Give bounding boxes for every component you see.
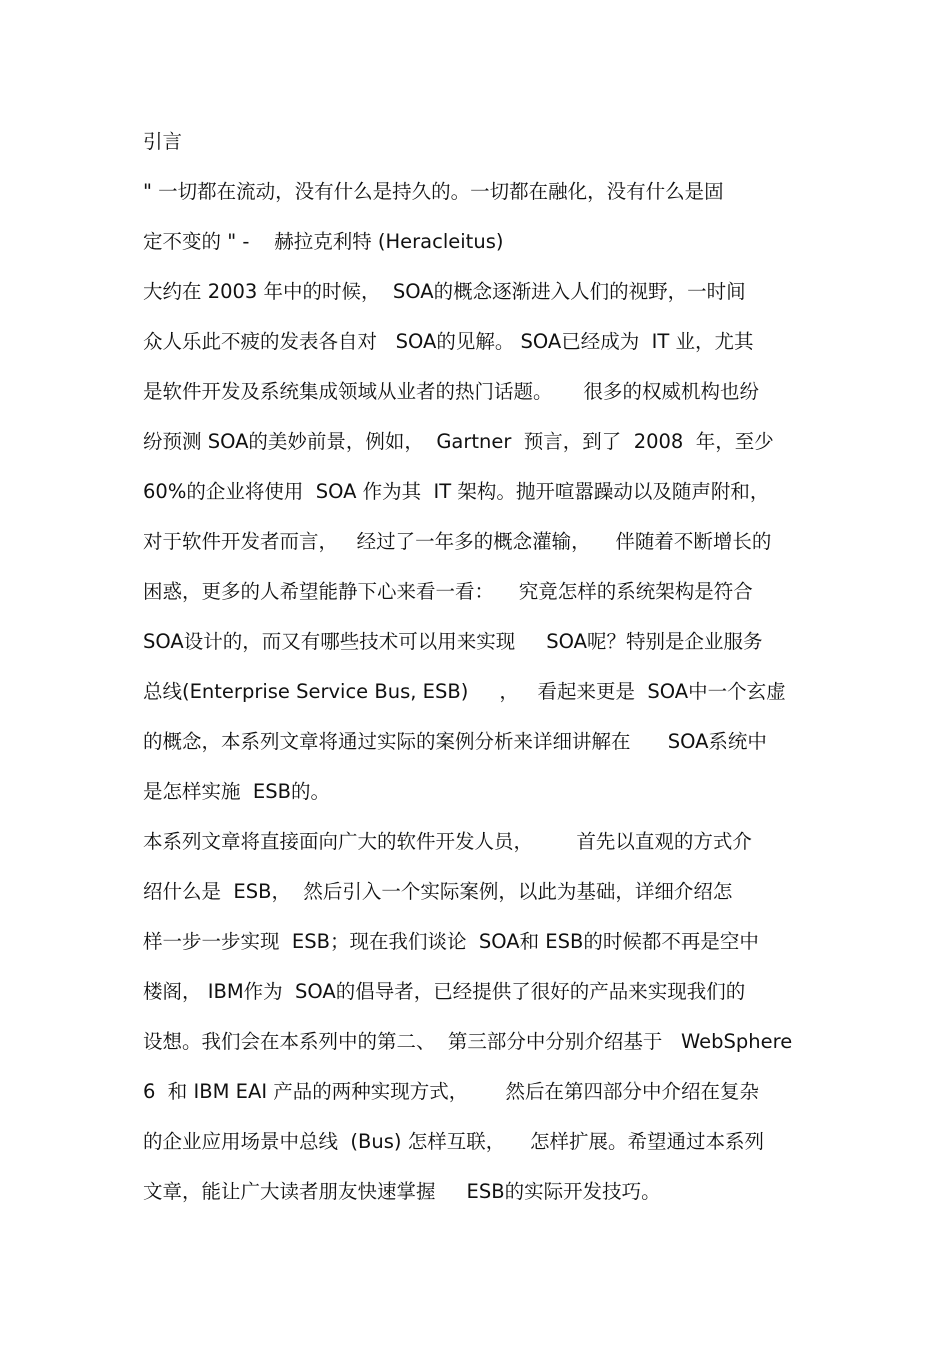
- paragraph-line: 本系列文章将直接面向广大的软件开发人员， 首先以直观的方式介: [143, 830, 752, 853]
- paragraph-line: 楼阁， IBM作为 SOA的倡导者，已经提供了很好的产品来实现我们的: [143, 980, 746, 1003]
- section-heading: 引言: [143, 130, 183, 153]
- paragraph-line: 是怎样实施 ESB的。: [143, 780, 330, 803]
- paragraph-line: 是软件开发及系统集成领域从业者的热门话题。 很多的权威机构也纷: [143, 380, 759, 403]
- paragraph-line: 对于软件开发者而言， 经过了一年多的概念灌输， 伴随着不断增长的: [143, 530, 772, 553]
- paragraph-line: 6 和 IBM EAI 产品的两种实现方式， 然后在第四部分中介绍在复杂: [143, 1080, 759, 1103]
- paragraph-line: 设想。我们会在本系列中的第二、 第三部分中分别介绍基于 WebSphere: [143, 1030, 793, 1053]
- paragraph-line: 绍什么是 ESB， 然后引入一个实际案例，以此为基础，详细介绍怎: [143, 880, 733, 903]
- paragraph-line: 困惑，更多的人希望能静下心来看一看： 究竟怎样的系统架构是符合: [143, 580, 753, 603]
- paragraph-line: 纷预测 SOA的美妙前景，例如， Gartner 预言，到了 2008 年，至少: [143, 430, 774, 453]
- paragraph-line: 总线(Enterprise Service Bus, ESB) ， 看起来更是 SOA中一个玄虚: [143, 680, 786, 703]
- paragraph-line: 60%的企业将使用 SOA 作为其 IT 架构。抛开喧嚣躁动以及随声附和，: [143, 480, 770, 503]
- document-body: [143, 126, 833, 1226]
- quote-line: 定不变的 " - 赫拉克利特 (Heracleitus): [143, 230, 504, 253]
- paragraph-line: 的概念，本系列文章将通过实际的案例分析来详细讲解在 SOA系统中: [143, 730, 767, 753]
- paragraph-line: 文章，能让广大读者朋友快速掌握 ESB的实际开发技巧。: [143, 1180, 661, 1203]
- paragraph-line: SOA设计的，而又有哪些技术可以用来实现 SOA呢？特别是企业服务: [143, 630, 763, 653]
- paragraph-line: 大约在 2003 年中的时候， SOA的概念逐渐进入人们的视野，一时间: [143, 280, 746, 303]
- paragraph-line: 众人乐此不疲的发表各自对 SOA的见解。 SOA已经成为 IT 业，尤其: [143, 330, 754, 353]
- quote-line: " 一切都在流动，没有什么是持久的。一切都在融化，没有什么是固: [143, 180, 724, 203]
- paragraph-line: 样一步一步实现 ESB；现在我们谈论 SOA和 ESB的时候都不再是空中: [143, 930, 759, 953]
- paragraph-line: 的企业应用场景中总线 (Bus) 怎样互联， 怎样扩展。希望通过本系列: [143, 1130, 765, 1153]
